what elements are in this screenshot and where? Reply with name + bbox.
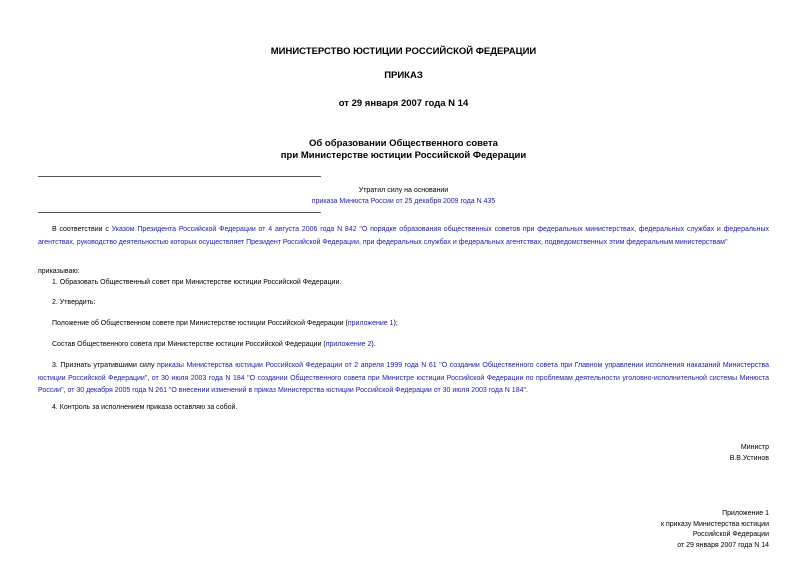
preamble-lead: В соответствии с [52,226,112,233]
item-2a [52,318,398,331]
appendix-line4: от 29 января 2007 года N 14 [677,541,769,549]
appendix-1-link[interactable]: приложение 1 [347,320,394,327]
signature-name: В.В.Устинов [729,454,769,462]
item-3 [38,360,769,398]
repealed-order-link-1[interactable]: приказы Министерства юстиции Российской Федерации от 2 апреля 1999 года N 61 "О создании Общественного совета при Главном управлении исполнения наказаний Министерства юстиции Российской Федерации" [38,362,769,382]
signature-block [730,443,769,464]
item-2: 2. Утвердить: [52,299,96,306]
item-4: 4. Контроль за исполнением приказа оставляю за собой. [52,404,238,411]
ministry-heading: МИНИСТЕРСТВО ЮСТИЦИИ РОССИЙСКОЙ ФЕДЕРАЦИИ [270,46,537,57]
repealed-order-link-2[interactable]: от 30 июля 2003 года N 184 "О создании Общественного совета при Министре юстиции Российской Федерации по проблемам деятельности уголовно-исполнительной системы Минюста России" [38,374,769,394]
repeal-notice: Утратил силу на основании [358,187,449,194]
divider-top [38,176,321,177]
appendix-line1: Приложение 1 [722,510,769,517]
item-2a-tail: ); [393,320,398,327]
appendix-line3: Российской Федерации [692,531,769,538]
item-3-sep1: , [147,374,152,382]
item-2b [52,339,376,352]
appendix-line2: к приказу Министерства юстиции [660,520,769,528]
document-type: ПРИКАЗ [384,70,423,81]
item-1: 1. Образовать Общественный совет при Министерстве юстиции Российской Федерации. [52,279,342,286]
appendix-header [661,509,769,551]
item-3-sep2: , [63,387,68,394]
item-2b-text: Состав Общественного совета при Министерстве юстиции Российской Федерации ( [52,341,326,348]
item-3-lead: 3. Признать утратившими силу [52,362,158,369]
document-date-number: от 29 января 2007 года N 14 [338,98,469,109]
divider-bottom [38,212,321,213]
item-2b-tail: ). [371,341,376,348]
document-title-line1: Об образовании Общественного совета [309,138,498,149]
appendix-2-link[interactable]: приложение 2 [325,341,372,348]
item-3-tail: . [525,387,528,394]
orders-word: приказываю: [38,268,80,275]
decree-link[interactable]: Указом Президента Российской Федерации от 4 августа 2006 года N 842 "О порядке образования общественных советов при федеральных министерствах, федеральных службах и федеральных агентствах, руководство деятельностью которых осуществляет Президент Российской Федерации, при федеральных службах и федеральных агентствах, подведомственных этим федеральным министерствам" [38,226,769,246]
item-2a-text: Положение об Общественном совете при Министерстве юстиции Российской Федерации ( [52,320,348,327]
document-title-line2: при Министерстве юстиции Российской Федерации [280,150,527,161]
repeal-notice-link[interactable]: приказа Минюста России от 25 декабря 2009 года N 435 [311,198,496,205]
preamble-paragraph [38,224,769,249]
signature-position: Министр [740,444,769,451]
repealed-order-link-3[interactable]: от 30 декабря 2005 года N 261 "О внесении изменений в приказ Министерства юстиции Российской Федерации от 30 июля 2003 года N 184" [67,387,526,394]
